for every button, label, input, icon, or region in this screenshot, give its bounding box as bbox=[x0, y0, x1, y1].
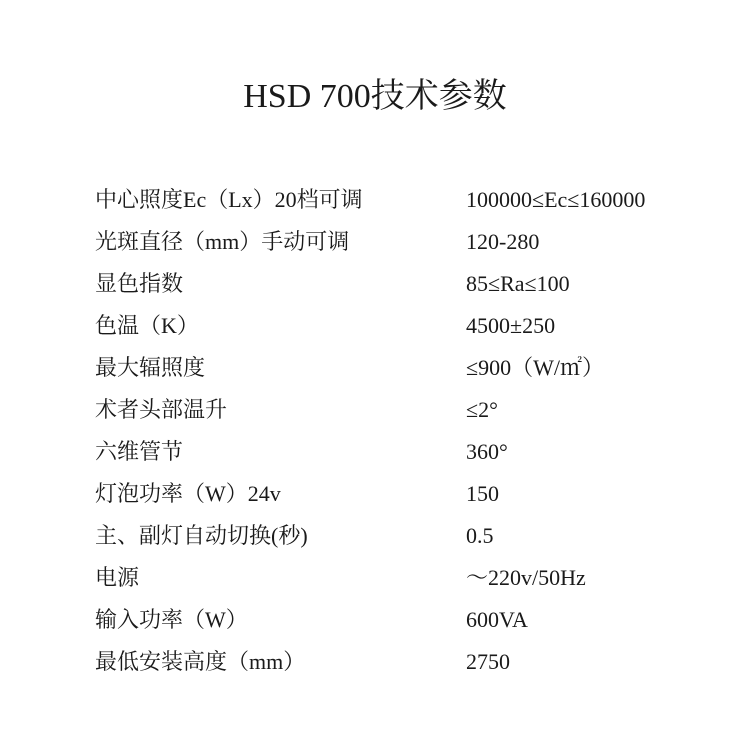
spec-label: 光斑直径（mm）手动可调 bbox=[95, 229, 350, 254]
spec-value: 100000≤Ec≤160000 bbox=[466, 187, 646, 212]
spec-label: 中心照度Ec（Lx）20档可调 bbox=[95, 187, 363, 212]
spec-label: 灯泡功率（W）24v bbox=[95, 481, 281, 506]
spec-value: 0.5 bbox=[466, 523, 494, 548]
spec-row bbox=[95, 179, 715, 221]
spec-row bbox=[95, 389, 715, 431]
spec-row bbox=[95, 221, 715, 263]
spec-label: 色温（K） bbox=[95, 313, 199, 338]
spec-label: 电源 bbox=[95, 565, 140, 590]
page-title: HSD 700技术参数 bbox=[243, 78, 507, 115]
spec-row bbox=[95, 641, 715, 683]
spec-label: 显色指数 bbox=[95, 271, 184, 296]
spec-label: 六维管节 bbox=[95, 439, 184, 464]
spec-row bbox=[95, 431, 715, 473]
spec-row bbox=[95, 263, 715, 305]
spec-label: 主、副灯自动切换(秒) bbox=[95, 523, 308, 548]
spec-value: ≤900（W/㎡） bbox=[466, 355, 604, 380]
spec-value: 360° bbox=[466, 439, 508, 464]
spec-value: ～220v/50Hz bbox=[466, 565, 586, 590]
spec-value: 85≤Ra≤100 bbox=[466, 271, 570, 296]
spec-label: 最大辐照度 bbox=[95, 355, 206, 380]
spec-value: 120-280 bbox=[466, 229, 540, 254]
spec-value: 2750 bbox=[466, 649, 510, 674]
spec-label: 术者头部温升 bbox=[95, 397, 228, 422]
spec-row bbox=[95, 473, 715, 515]
spec-label: 最低安装高度（mm） bbox=[95, 649, 306, 674]
spec-label: 输入功率（W） bbox=[95, 607, 248, 632]
spec-row bbox=[95, 305, 715, 347]
spec-value: 4500±250 bbox=[466, 313, 556, 338]
spec-value: 600VA bbox=[466, 607, 528, 632]
spec-value: ≤2° bbox=[466, 397, 498, 422]
spec-row bbox=[95, 347, 715, 389]
spec-row bbox=[95, 557, 715, 599]
spec-row bbox=[95, 599, 715, 641]
spec-table bbox=[95, 179, 715, 683]
spec-row bbox=[95, 515, 715, 557]
spec-value: 150 bbox=[466, 481, 499, 506]
